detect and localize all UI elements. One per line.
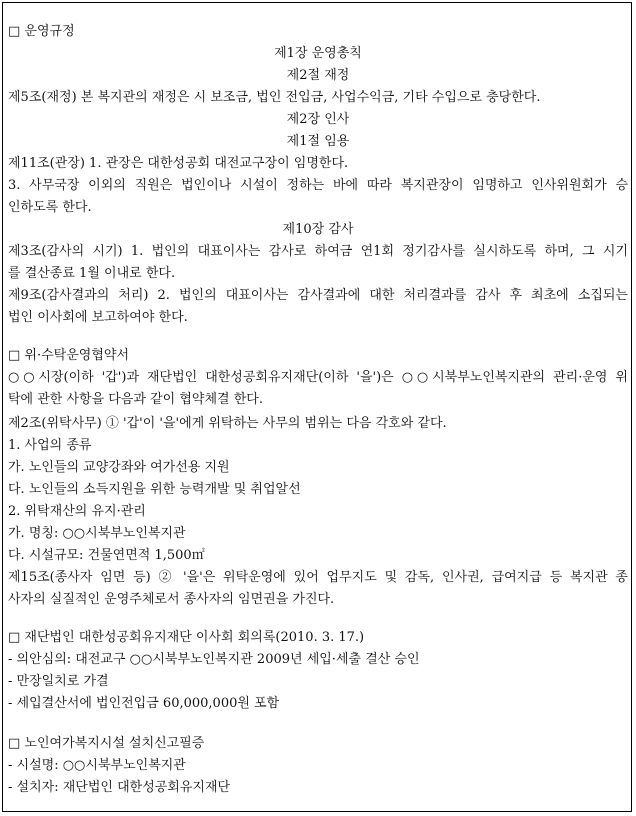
section-heading-operating-rules: □ 운영규정: [8, 24, 75, 39]
section-heading-board-minutes: □ 재단법인 대한성공회유지재단 이사회 회의록(2010. 3. 17.): [8, 630, 365, 645]
article-text: 제5조(재정) 본 복지관의 재정은 시 보조금, 법인 전입금, 사업수익금, 기타 수입으로 충당한다.: [8, 90, 541, 105]
agreement-subitem: 가. 명칭: ○○시북부노인복지관: [8, 526, 186, 541]
article-text: 제9조(감사결과의 처리) 2. 법인의 대표이사는 감사결과에 대한 처리결과를 감사 후 최초에 소집되는: [8, 288, 628, 303]
agreement-text: ○○시장(이하 '갑')과 재단법인 대한성공회유지재단(이하 '을')은 ○○시북부노인복지관의 관리·운영 위: [8, 370, 628, 385]
agreement-subitem: 다. 시설규모: 건물연면적 1,500㎡: [8, 548, 205, 563]
agreement-text: 사자의 실질적인 운영주체로서 종사자의 임면권을 가진다.: [8, 592, 335, 607]
article-text: 제3조(감사의 시기) 1. 법인의 대표이사는 감사로 하여금 연1회 정기감사를 실시하도록 하며, 그 시기: [8, 244, 628, 259]
chapter-title: 제2장 인사: [286, 112, 350, 127]
article-text: 3. 사무국장 이외의 직원은 법인이나 시설이 정하는 바에 따라 복지관장이 임명하고 인사위원회가 승: [8, 178, 628, 193]
list-item: - 세입결산서에 법인전입금 60,000,000원 포함: [8, 696, 280, 711]
list-item: - 설치자: 재단법인 대한성공회유지재단: [8, 780, 231, 795]
agreement-item: 2. 위탁재산의 유지·관리: [8, 504, 146, 519]
chapter-title: 제10장 감사: [282, 222, 354, 237]
agreement-text: 탁에 관한 사항을 다음과 같이 협약체결 한다.: [8, 392, 263, 407]
list-item: - 의안심의: 대전교구 ○○시북부노인복지관 2009년 세입·세출 결산 승인: [8, 652, 420, 667]
chapter-title: 제1장 운영총칙: [274, 46, 362, 61]
agreement-text: 제15조(종사자 임면 등) ② '을'은 위탁운영에 있어 업무지도 및 감독, 인사권, 급여지급 등 복지관 종: [8, 570, 628, 585]
section-heading-facility-certificate: □ 노인여가복지시설 설치신고필증: [8, 736, 205, 751]
agreement-item: 1. 사업의 종류: [8, 438, 92, 453]
section-heading-agreement: □ 위·수탁운영협약서: [8, 348, 130, 363]
list-item: - 시설명: ○○시북부노인복지관: [8, 758, 186, 773]
document-page: [2, 2, 632, 812]
list-item: - 만장일치로 가결: [8, 674, 109, 689]
agreement-subitem: 가. 노인들의 교양강좌와 여가선용 지원: [8, 460, 230, 475]
agreement-text: 제2조(위탁사무) ① '갑'이 '을'에게 위탁하는 사무의 범위는 다음 각호와 같다.: [8, 416, 447, 431]
chapter-subtitle: 제1절 임용: [286, 134, 350, 149]
article-text: 를 결산종료 1월 이내로 한다.: [8, 266, 176, 281]
article-text: 법인 이사회에 보고하여야 한다.: [8, 310, 188, 325]
article-text: 제11조(관장) 1. 관장은 대한성공회 대전교구장이 임명한다.: [8, 156, 349, 171]
agreement-subitem: 다. 노인들의 소득지원을 위한 능력개발 및 취업알선: [8, 482, 301, 497]
article-text: 인하도록 한다.: [8, 200, 92, 215]
chapter-subtitle: 제2절 재정: [286, 68, 350, 83]
